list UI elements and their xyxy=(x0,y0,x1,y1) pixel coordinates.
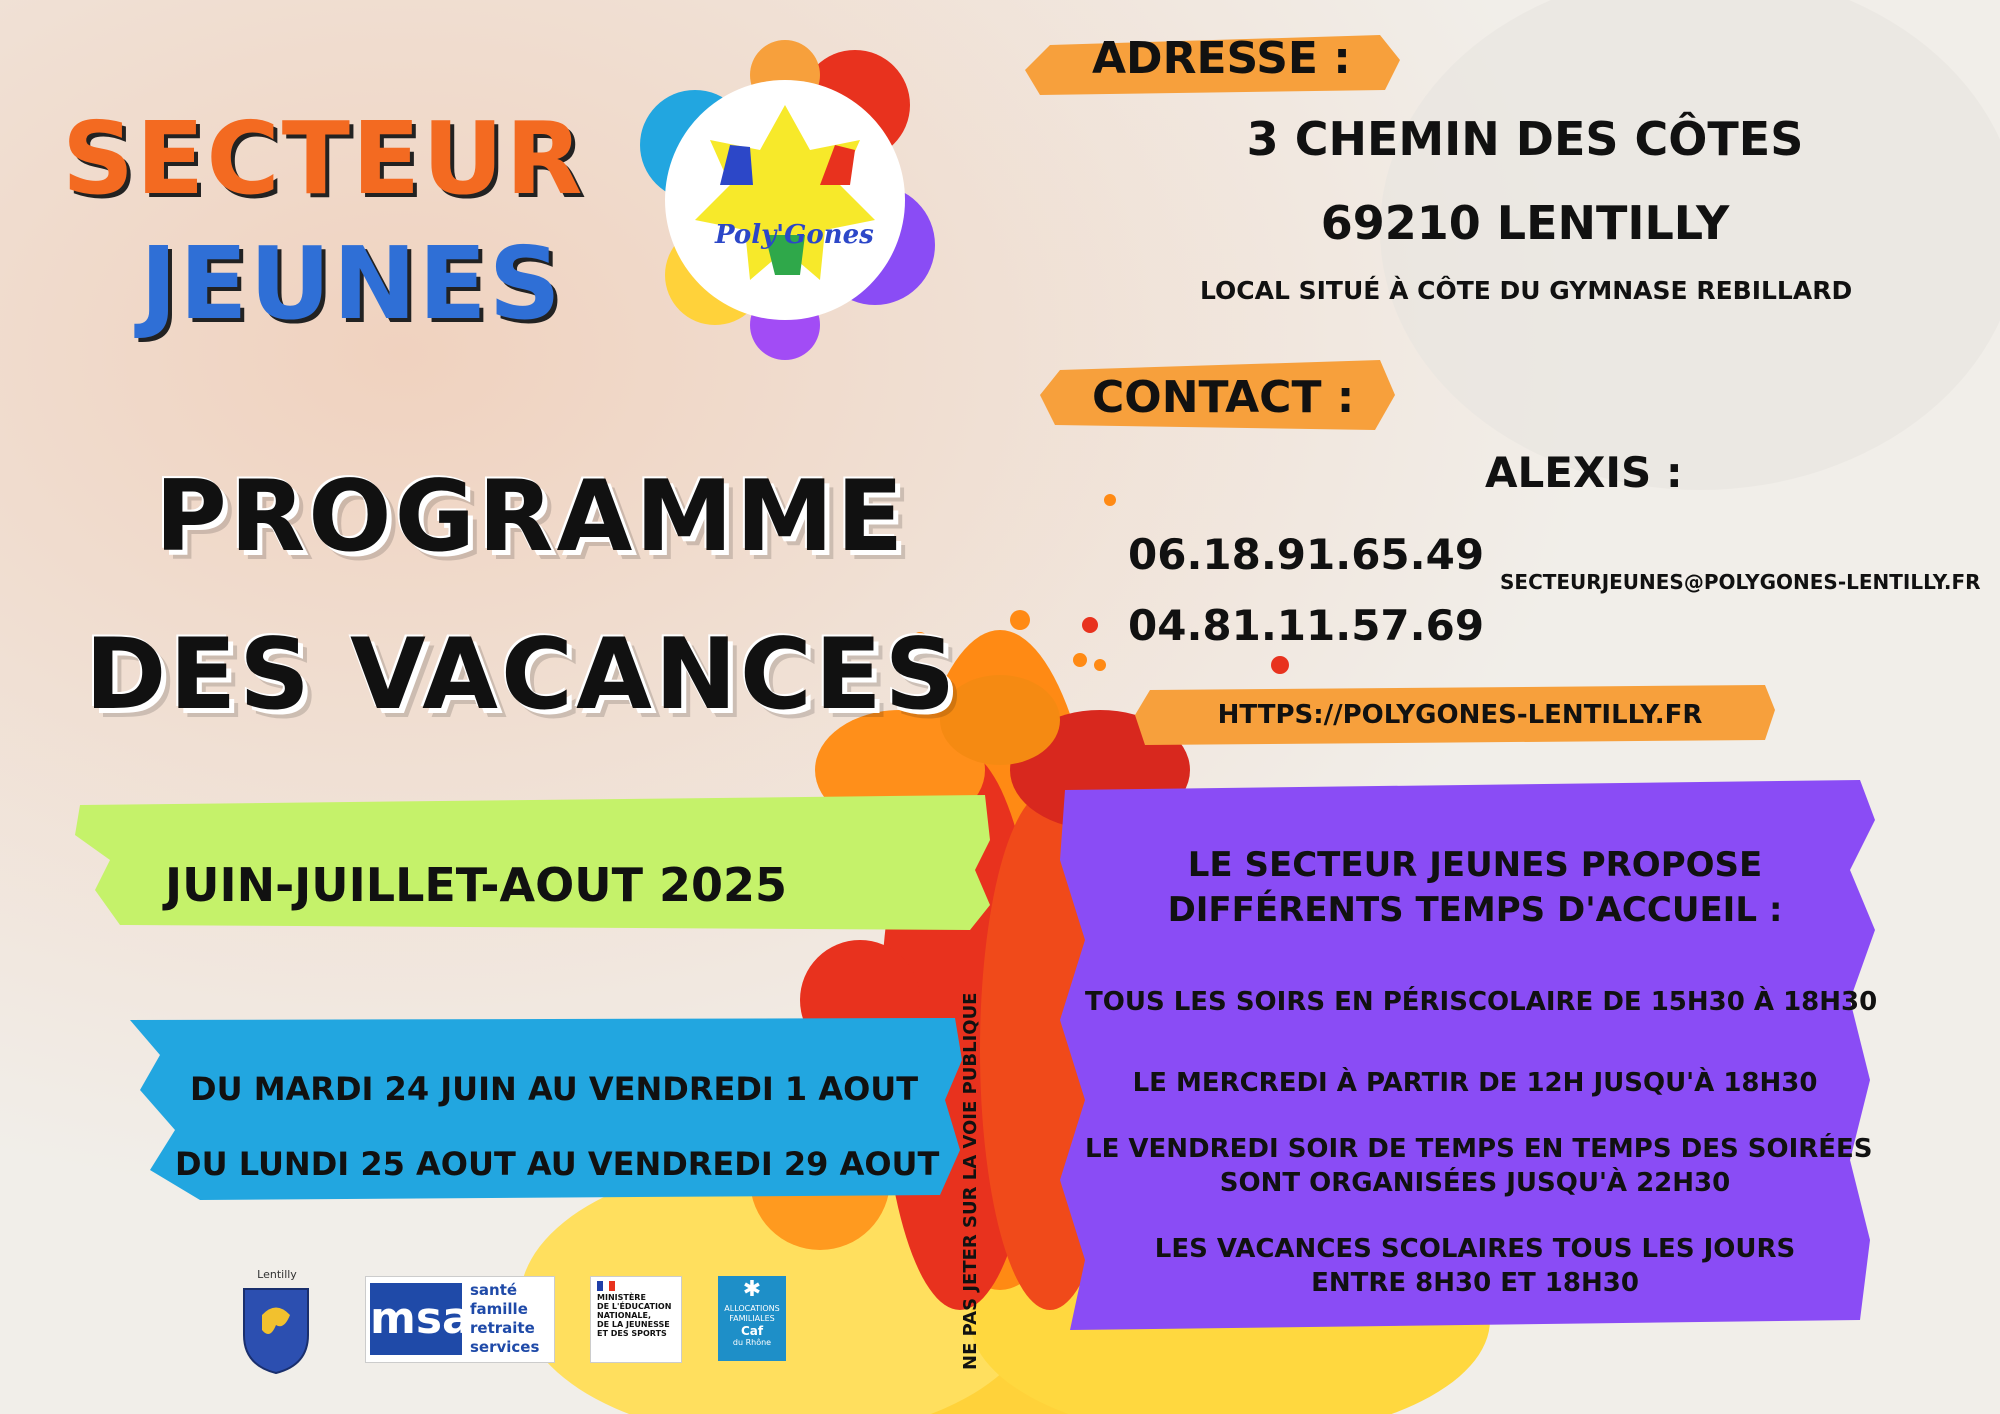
msa-text-2: famille xyxy=(470,1300,528,1318)
caf-text-1: ALLOCATIONS xyxy=(724,1304,780,1313)
period-range-2: DU LUNDI 25 AOUT AU VENDREDI 29 AOUT xyxy=(175,1145,940,1183)
logo-text: Poly'Gones xyxy=(715,220,874,250)
ministere-text-5: ET DES SPORTS xyxy=(597,1329,667,1338)
polygones-logo xyxy=(625,35,945,365)
address-note: LOCAL SITUÉ À CÔTE DU GYMNASE REBILLARD xyxy=(1200,276,1853,305)
french-flag-icon xyxy=(597,1281,615,1291)
vacances-title: DES VACANCES xyxy=(85,618,959,732)
caf-logo xyxy=(718,1276,786,1361)
msa-text-1: santé xyxy=(470,1281,518,1299)
email-link[interactable]: SECTEURJEUNES@POLYGONES-LENTILLY.FR xyxy=(1500,570,1981,594)
msa-text-3: retraite xyxy=(470,1319,535,1337)
programme-title: PROGRAMME xyxy=(155,460,907,574)
jeunes-title: JEUNES xyxy=(140,225,563,342)
welcome-item-4-line-1: LES VACANCES SCOLAIRES TOUS LES JOURS xyxy=(1154,1234,1796,1264)
welcome-heading-2: DIFFÉRENTS TEMPS D'ACCUEIL : xyxy=(1167,890,1783,930)
msa-text-4: services xyxy=(470,1338,540,1356)
ministere-logo xyxy=(590,1276,682,1363)
welcome-item-1: TOUS LES SOIRS EN PÉRISCOLAIRE DE 15H30 À 18H30 xyxy=(1085,987,1878,1017)
lentilly-crest-icon xyxy=(240,1285,312,1375)
caf-snowflake-icon: ✱ xyxy=(742,1277,762,1302)
msa-mark: msa xyxy=(370,1283,462,1355)
lentilly-label: Lentilly xyxy=(257,1268,297,1281)
address-city: 69210 LENTILLY xyxy=(1320,196,1730,250)
ministere-text-3: NATIONALE, xyxy=(597,1311,651,1320)
ministere-text-2: DE L'ÉDUCATION xyxy=(597,1302,672,1311)
ministere-text-4: DE LA JEUNESSE xyxy=(597,1320,670,1329)
welcome-item-3-line-1: LE VENDREDI SOIR DE TEMPS EN TEMPS DES SOIRÉES xyxy=(1085,1134,1873,1164)
secteur-title: SECTEUR xyxy=(62,100,585,217)
period-months: JUIN-JUILLET-AOUT 2025 xyxy=(165,858,787,912)
caf-text-2: FAMILIALES xyxy=(729,1314,775,1323)
address-street: 3 CHEMIN DES CÔTES xyxy=(1246,112,1804,166)
caf-text-4: du Rhône xyxy=(732,1338,772,1347)
address-label: ADRESSE : xyxy=(1092,33,1351,84)
welcome-heading-1: LE SECTEUR JEUNES PROPOSE xyxy=(1187,845,1763,885)
msa-logo xyxy=(365,1276,555,1363)
vertical-note: NE PAS JETER SUR LA VOIE PUBLIQUE xyxy=(960,992,981,1370)
period-range-1: DU MARDI 24 JUIN AU VENDREDI 1 AOUT xyxy=(190,1070,919,1108)
website-link[interactable]: HTTPS://POLYGONES-LENTILLY.FR xyxy=(1217,700,1703,730)
caf-text-3: Caf xyxy=(740,1324,764,1338)
welcome-item-4-line-2: ENTRE 8H30 ET 18H30 xyxy=(1311,1268,1639,1298)
welcome-item-3-line-2: SONT ORGANISÉES JUSQU'À 22H30 xyxy=(1219,1168,1731,1198)
ministere-text-1: MINISTÈRE xyxy=(597,1293,646,1302)
contact-label: CONTACT : xyxy=(1092,372,1355,423)
welcome-item-2: LE MERCREDI À PARTIR DE 12H JUSQU'À 18H30 xyxy=(1132,1068,1818,1098)
phone-2[interactable]: 04.81.11.57.69 xyxy=(1128,601,1485,650)
contact-person: ALEXIS : xyxy=(1485,448,1683,497)
phone-1[interactable]: 06.18.91.65.49 xyxy=(1128,530,1485,579)
